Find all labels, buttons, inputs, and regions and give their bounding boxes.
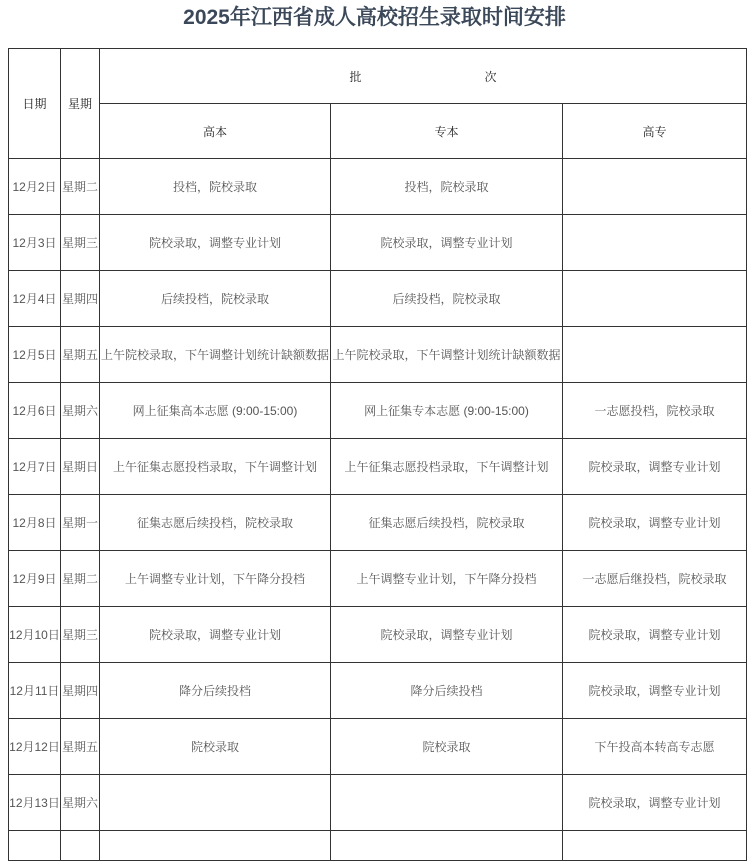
header-week: 星期 xyxy=(61,49,100,159)
gaozhuan-cell: 院校录取，调整专业计划 xyxy=(563,663,747,719)
date-cell: 12月4日 xyxy=(9,271,61,327)
gaozhuan-cell: 院校录取，调整专业计划 xyxy=(563,439,747,495)
table-row xyxy=(9,663,747,719)
zhuanben-cell: 征集志愿后续投档，院校录取 xyxy=(331,495,563,551)
gaozhuan-cell: 院校录取，调整专业计划 xyxy=(563,495,747,551)
gaozhuan-cell: 一志愿投档，院校录取 xyxy=(563,383,747,439)
date-cell: 12月7日 xyxy=(9,439,61,495)
week-cell: 星期三 xyxy=(61,607,100,663)
gaoben-cell: 上午院校录取，下午调整计划统计缺额数据 xyxy=(100,327,331,383)
week-cell: 星期五 xyxy=(61,327,100,383)
date-cell: 12月2日 xyxy=(9,159,61,215)
gaozhuan-cell: 下午投高本转高专志愿 xyxy=(563,719,747,775)
date-cell: 12月6日 xyxy=(9,383,61,439)
zhuanben-cell: 院校录取 xyxy=(331,719,563,775)
zhuanben-cell: 投档，院校录取 xyxy=(331,159,563,215)
week-cell: 星期四 xyxy=(61,271,100,327)
week-cell: 星期四 xyxy=(61,663,100,719)
gaozhuan-cell xyxy=(563,327,747,383)
zhuanben-cell: 上午院校录取，下午调整计划统计缺额数据 xyxy=(331,327,563,383)
table-row xyxy=(9,215,747,271)
table-row-partial xyxy=(9,831,747,861)
header-batch xyxy=(100,49,747,104)
table-row xyxy=(9,271,747,327)
zhuanben-cell: 降分后续投档 xyxy=(331,663,563,719)
week-cell: 星期六 xyxy=(61,775,100,831)
header-row-levels xyxy=(9,104,747,159)
date-cell: 12月10日 xyxy=(9,607,61,663)
week-cell: 星期三 xyxy=(61,215,100,271)
date-cell: 12月3日 xyxy=(9,215,61,271)
date-cell: 12月8日 xyxy=(9,495,61,551)
week-cell: 星期二 xyxy=(61,551,100,607)
table-row xyxy=(9,607,747,663)
week-cell: 星期日 xyxy=(61,439,100,495)
table-row xyxy=(9,383,747,439)
gaoben-cell: 网上征集高本志愿 (9:00-15:00) xyxy=(100,383,331,439)
gaoben-cell: 院校录取，调整专业计划 xyxy=(100,215,331,271)
gaoben-cell xyxy=(100,831,331,861)
gaozhuan-cell xyxy=(563,215,747,271)
gaozhuan-cell: 一志愿后继投档，院校录取 xyxy=(563,551,747,607)
header-batch-label xyxy=(100,68,746,85)
date-cell: 12月9日 xyxy=(9,551,61,607)
zhuanben-cell: 后续投档，院校录取 xyxy=(331,271,563,327)
gaoben-cell: 院校录取 xyxy=(100,719,331,775)
gaozhuan-cell xyxy=(563,831,747,861)
gaozhuan-cell xyxy=(563,271,747,327)
gaozhuan-cell: 院校录取，调整专业计划 xyxy=(563,775,747,831)
batch-char-right: 次 xyxy=(484,69,497,84)
table-row xyxy=(9,495,747,551)
zhuanben-cell xyxy=(331,775,563,831)
date-cell: 12月11日 xyxy=(9,663,61,719)
schedule-table xyxy=(8,48,747,861)
table-row xyxy=(9,439,747,495)
week-cell xyxy=(61,831,100,861)
gaoben-cell xyxy=(100,775,331,831)
table-row xyxy=(9,719,747,775)
gaoben-cell: 上午征集志愿投档录取，下午调整计划 xyxy=(100,439,331,495)
zhuanben-cell xyxy=(331,831,563,861)
batch-char-left: 批 xyxy=(349,69,362,84)
date-cell xyxy=(9,831,61,861)
date-cell: 12月12日 xyxy=(9,719,61,775)
header-gaoben: 高本 xyxy=(100,104,331,159)
header-date: 日期 xyxy=(9,49,61,159)
zhuanben-cell: 网上征集专本志愿 (9:00-15:00) xyxy=(331,383,563,439)
gaoben-cell: 后续投档，院校录取 xyxy=(100,271,331,327)
table-row xyxy=(9,775,747,831)
gaoben-cell: 院校录取，调整专业计划 xyxy=(100,607,331,663)
zhuanben-cell: 上午调整专业计划，下午降分投档 xyxy=(331,551,563,607)
gaoben-cell: 投档，院校录取 xyxy=(100,159,331,215)
zhuanben-cell: 上午征集志愿投档录取，下午调整计划 xyxy=(331,439,563,495)
date-cell: 12月13日 xyxy=(9,775,61,831)
week-cell: 星期五 xyxy=(61,719,100,775)
header-zhuanben: 专本 xyxy=(331,104,563,159)
date-cell: 12月5日 xyxy=(9,327,61,383)
gaoben-cell: 降分后续投档 xyxy=(100,663,331,719)
table-row xyxy=(9,551,747,607)
week-cell: 星期六 xyxy=(61,383,100,439)
week-cell: 星期二 xyxy=(61,159,100,215)
gaozhuan-cell: 院校录取，调整专业计划 xyxy=(563,607,747,663)
header-gaozhuan: 高专 xyxy=(563,104,747,159)
table-row xyxy=(9,327,747,383)
page-title: 2025年江西省成人高校招生录取时间安排 xyxy=(183,6,566,29)
gaozhuan-cell xyxy=(563,159,747,215)
header-row-batch xyxy=(9,49,747,104)
table-row xyxy=(9,159,747,215)
gaoben-cell: 征集志愿后续投档，院校录取 xyxy=(100,495,331,551)
zhuanben-cell: 院校录取，调整专业计划 xyxy=(331,215,563,271)
gaoben-cell: 上午调整专业计划，下午降分投档 xyxy=(100,551,331,607)
week-cell: 星期一 xyxy=(61,495,100,551)
zhuanben-cell: 院校录取，调整专业计划 xyxy=(331,607,563,663)
